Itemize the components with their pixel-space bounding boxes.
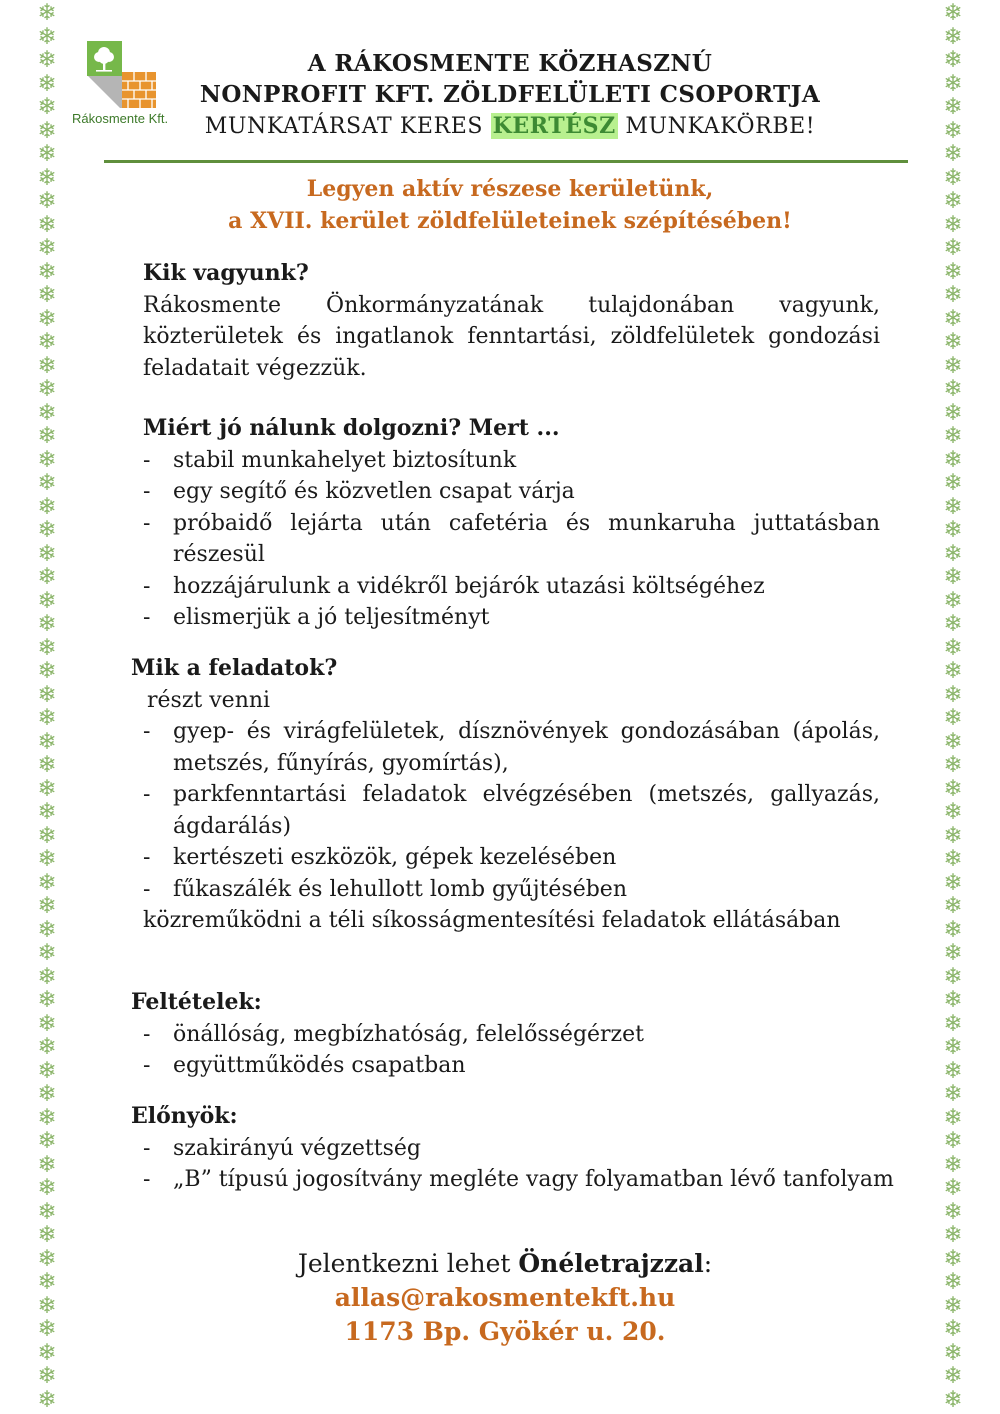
snowflake-icon: ❄: [37, 164, 57, 191]
snowflake-icon: ❄: [943, 634, 963, 661]
snowflake-icon: ❄: [37, 470, 57, 496]
requirements-heading: Feltételek:: [131, 989, 262, 1015]
apply-line: [100, 1247, 910, 1281]
snowflake-icon: ❄: [943, 869, 963, 896]
right-border: [936, 0, 970, 1414]
snowflake-icon: ❄: [943, 775, 963, 802]
snowflake-icon: ❄: [37, 235, 57, 261]
tasks-section: [131, 653, 880, 937]
bullet-dash: -: [143, 1135, 151, 1161]
why-list: [143, 445, 880, 634]
snowflake-icon: ❄: [943, 0, 963, 26]
snowflake-icon: ❄: [37, 1198, 57, 1225]
snowflake-icon: ❄: [943, 305, 963, 332]
snowflake-icon: ❄: [37, 634, 57, 661]
snowflake-icon: ❄: [943, 1222, 963, 1248]
snowflake-icon: ❄: [37, 376, 57, 402]
bullet-dash: -: [143, 573, 151, 599]
requirement-item: [143, 1019, 880, 1051]
snowflake-icon: ❄: [943, 446, 963, 473]
snowflake-icon: ❄: [943, 540, 963, 567]
snowflake-icon: ❄: [943, 1057, 963, 1084]
snowflake-icon: ❄: [943, 164, 963, 191]
snowflake-icon: ❄: [943, 1128, 963, 1154]
snowflake-icon: ❄: [943, 470, 963, 496]
snowflake-icon: ❄: [37, 258, 57, 285]
snowflake-icon: ❄: [943, 916, 963, 943]
about-heading: Kik vagyunk?: [143, 260, 309, 286]
snowflake-icon: ❄: [37, 1151, 57, 1178]
why-item: [143, 571, 880, 603]
requirement-item-text: önállóság, megbízhatóság, felelősségérzet: [173, 1021, 645, 1047]
snowflake-icon: ❄: [37, 987, 57, 1013]
snowflake-icon: ❄: [943, 611, 963, 637]
why-item-text: hozzájárulunk a vidékről bejárók utazási költségéhez: [173, 573, 765, 599]
task-item-text: kertészeti eszközök, gépek kezelésében: [173, 845, 617, 870]
why-item-text: egy segítő és közvetlen csapat várja: [173, 479, 575, 504]
snowflake-icon: ❄: [37, 1222, 57, 1248]
snowflake-icon: ❄: [37, 141, 57, 167]
why-item-text: stabil munkahelyet biztosítunk: [173, 447, 517, 473]
slogan-line-2: a XVII. kerület zöldfelületeinek szépítésében!: [228, 208, 792, 234]
snowflake-icon: ❄: [943, 1245, 963, 1272]
snowflake-icon: ❄: [37, 47, 57, 73]
why-section: [143, 413, 880, 634]
header-line-3: [160, 110, 860, 143]
snowflake-icon: ❄: [943, 1081, 963, 1107]
snowflake-icon: ❄: [943, 517, 963, 543]
snowflake-icon: ❄: [37, 329, 57, 355]
snowflake-icon: ❄: [37, 752, 57, 778]
snowflake-icon: ❄: [943, 846, 963, 872]
snowflake-icon: ❄: [943, 352, 963, 379]
snowflake-icon: ❄: [37, 822, 57, 849]
snowflake-icon: ❄: [943, 399, 963, 426]
snowflake-icon: ❄: [37, 963, 57, 990]
snowflake-icon: ❄: [943, 235, 963, 261]
snowflake-icon: ❄: [37, 352, 57, 379]
requirements-list: [131, 1019, 880, 1082]
snowflake-icon: ❄: [37, 1128, 57, 1154]
snowflake-icon: ❄: [943, 893, 963, 919]
bullet-dash: -: [143, 782, 151, 807]
snowflake-icon: ❄: [37, 799, 57, 825]
task-item: [143, 842, 880, 874]
snowflake-icon: ❄: [943, 752, 963, 778]
advantage-item-text: „B” típusú jogosítvány megléte vagy folyamatban lévő tanfolyam: [173, 1167, 894, 1192]
snowflake-icon: ❄: [943, 1363, 963, 1389]
company-logo: [72, 40, 172, 112]
snowflake-icon: ❄: [37, 517, 57, 543]
snowflake-icon: ❄: [37, 188, 57, 214]
snowflake-icon: ❄: [37, 1010, 57, 1037]
apply-colon: :: [703, 1249, 713, 1278]
bullet-dash: -: [143, 876, 151, 902]
snowflake-icon: ❄: [943, 1316, 963, 1342]
snowflake-icon: ❄: [943, 1104, 963, 1131]
snowflake-icon: ❄: [37, 658, 57, 684]
snowflake-icon: ❄: [37, 611, 57, 637]
snowflake-icon: ❄: [37, 446, 57, 473]
snowflake-icon: ❄: [37, 282, 57, 308]
snowflake-icon: ❄: [37, 775, 57, 802]
snowflake-icon: ❄: [37, 1081, 57, 1107]
snowflake-icon: ❄: [943, 1386, 963, 1413]
snowflake-icon: ❄: [37, 1363, 57, 1389]
snowflake-icon: ❄: [943, 681, 963, 708]
snowflake-icon: ❄: [943, 822, 963, 849]
requirements-section: [131, 987, 880, 1082]
why-item: [143, 602, 880, 634]
apply-bold: Önéletrajzzal: [518, 1249, 704, 1278]
snowflake-icon: ❄: [943, 47, 963, 73]
snowflake-icon: ❄: [943, 658, 963, 684]
snowflake-icon: ❄: [943, 211, 963, 238]
snowflake-icon: ❄: [37, 940, 57, 966]
advantages-heading: Előnyök:: [131, 1103, 238, 1129]
snowflake-icon: ❄: [943, 1198, 963, 1225]
snowflake-icon: ❄: [943, 141, 963, 167]
bullet-dash: -: [143, 605, 151, 630]
snowflake-icon: ❄: [943, 258, 963, 285]
bullet-dash: -: [143, 719, 151, 744]
snowflake-icon: ❄: [943, 94, 963, 120]
snowflake-icon: ❄: [943, 1175, 963, 1201]
snowflake-icon: ❄: [943, 799, 963, 825]
bullet-dash: -: [143, 1021, 151, 1047]
snowflake-icon: ❄: [943, 1292, 963, 1319]
apply-text: Jelentkezni lehet: [297, 1249, 519, 1278]
snowflake-icon: ❄: [37, 846, 57, 872]
advantages-list: [131, 1133, 906, 1196]
tasks-heading: Mik a feladatok?: [131, 655, 338, 681]
snowflake-icon: ❄: [37, 869, 57, 896]
snowflake-icon: ❄: [943, 423, 963, 449]
slogan: [110, 173, 910, 237]
snowflake-icon: ❄: [37, 1386, 57, 1413]
snowflake-icon: ❄: [37, 1057, 57, 1084]
why-item: [143, 476, 880, 508]
why-item: [143, 445, 880, 477]
snowflake-icon: ❄: [37, 423, 57, 449]
snowflake-icon: ❄: [37, 681, 57, 708]
bullet-dash: -: [143, 479, 151, 504]
slogan-line-1: Legyen aktív részese kerületünk,: [306, 176, 714, 202]
why-heading: Miért jó nálunk dolgozni? Mert ...: [143, 415, 560, 441]
snowflake-icon: ❄: [37, 893, 57, 919]
contact-block: [100, 1247, 910, 1349]
why-item-text: elismerjük a jó teljesítményt: [173, 605, 490, 630]
task-item: [143, 779, 880, 842]
advantages-section: [131, 1101, 906, 1196]
snowflake-icon: ❄: [37, 728, 57, 755]
snowflake-icon: ❄: [37, 564, 57, 590]
tasks-intro: részt venni: [147, 687, 271, 713]
snowflake-icon: ❄: [37, 1269, 57, 1295]
snowflake-icon: ❄: [943, 587, 963, 614]
header-line-3-start: MUNKATÁRSAT KERES: [204, 114, 491, 139]
snowflake-icon: ❄: [37, 1245, 57, 1272]
bullet-dash: -: [143, 845, 151, 870]
snowflake-icon: ❄: [37, 1034, 57, 1060]
left-border: [30, 0, 64, 1414]
header-line-2: NONPROFIT KFT. ZÖLDFELÜLETI CSOPORTJA: [199, 81, 821, 108]
snowflake-icon: ❄: [37, 705, 57, 731]
snowflake-icon: ❄: [37, 1104, 57, 1131]
task-item-text: fűkaszálék és lehullott lomb gyűjtésében: [173, 876, 627, 902]
logo-label: Rákosmente Kft.: [72, 111, 169, 126]
snowflake-icon: ❄: [37, 1292, 57, 1319]
snowflake-icon: ❄: [943, 1339, 963, 1366]
task-item: [143, 716, 880, 779]
snowflake-icon: ❄: [943, 705, 963, 731]
job-title-highlight: KERTÉSZ: [492, 113, 616, 139]
snowflake-icon: ❄: [37, 1339, 57, 1366]
about-section: [143, 258, 880, 384]
snowflake-icon: ❄: [943, 1269, 963, 1295]
bullet-dash: -: [143, 510, 151, 536]
advantage-item: [143, 1133, 906, 1165]
snowflake-icon: ❄: [943, 987, 963, 1013]
requirement-item-text: együttműködés csapatban: [173, 1053, 466, 1078]
snowflake-icon: ❄: [943, 188, 963, 214]
header-line-1: A RÁKOSMENTE KÖZHASZNÚ: [307, 50, 713, 77]
bullet-dash: -: [143, 1053, 151, 1078]
snowflake-icon: ❄: [943, 23, 963, 50]
snowflake-icon: ❄: [37, 211, 57, 238]
snowflake-icon: ❄: [37, 916, 57, 943]
advantage-item: [143, 1164, 906, 1196]
snowflake-icon: ❄: [943, 376, 963, 402]
snowflake-icon: ❄: [37, 70, 57, 97]
header-divider: [104, 160, 908, 163]
snowflake-icon: ❄: [37, 0, 57, 26]
snowflake-icon: ❄: [37, 540, 57, 567]
snowflake-icon: ❄: [37, 1316, 57, 1342]
contact-email[interactable]: allas@rakosmentekft.hu: [334, 1283, 676, 1312]
bullet-dash: -: [143, 1167, 151, 1192]
snowflake-icon: ❄: [943, 963, 963, 990]
snowflake-icon: ❄: [943, 493, 963, 520]
why-item-text: próbaidő lejárta után cafetéria és munkaruha juttatásban részesül: [173, 510, 880, 567]
snowflake-icon: ❄: [943, 728, 963, 755]
snowflake-icon: ❄: [37, 1175, 57, 1201]
snowflake-icon: ❄: [37, 587, 57, 614]
snowflake-icon: ❄: [943, 1034, 963, 1060]
page-header: [160, 48, 860, 143]
snowflake-icon: ❄: [37, 117, 57, 144]
bullet-dash: -: [143, 447, 151, 473]
header-line-3-end: MUNKAKÖRBE!: [617, 114, 816, 139]
snowflake-icon: ❄: [37, 305, 57, 332]
snowflake-icon: ❄: [943, 940, 963, 966]
snowflake-icon: ❄: [37, 23, 57, 50]
tasks-list: [131, 716, 880, 905]
tasks-extra: közreműködni a téli síkosságmentesítési feladatok ellátásában: [143, 908, 841, 933]
about-text: Rákosmente Önkormányzatának tulajdonában vagyunk, közterületek és ingatlanok fenntartási, zöldfelületek gondozási feladatait végezzük.: [143, 292, 880, 381]
snowflake-icon: ❄: [943, 1151, 963, 1178]
snowflake-icon: ❄: [943, 329, 963, 355]
task-item: [143, 874, 880, 906]
requirement-item: [143, 1050, 880, 1082]
snowflake-icon: ❄: [37, 493, 57, 520]
snowflake-icon: ❄: [37, 399, 57, 426]
task-item-text: parkfenntartási feladatok elvégzésében (metszés, gallyazás, ágdarálás): [173, 782, 880, 839]
snowflake-icon: ❄: [943, 70, 963, 97]
snowflake-icon: ❄: [943, 117, 963, 144]
snowflake-icon: ❄: [943, 1010, 963, 1037]
snowflake-icon: ❄: [943, 282, 963, 308]
why-item: [143, 508, 880, 571]
contact-address: 1173 Bp. Gyökér u. 20.: [344, 1317, 666, 1346]
snowflake-icon: ❄: [37, 94, 57, 120]
task-item-text: gyep- és virágfelületek, dísznövények gondozásában (ápolás, metszés, fűnyírás, gyomírtás),: [173, 719, 880, 776]
advantage-item-text: szakirányú végzettség: [173, 1135, 421, 1161]
snowflake-icon: ❄: [943, 564, 963, 590]
